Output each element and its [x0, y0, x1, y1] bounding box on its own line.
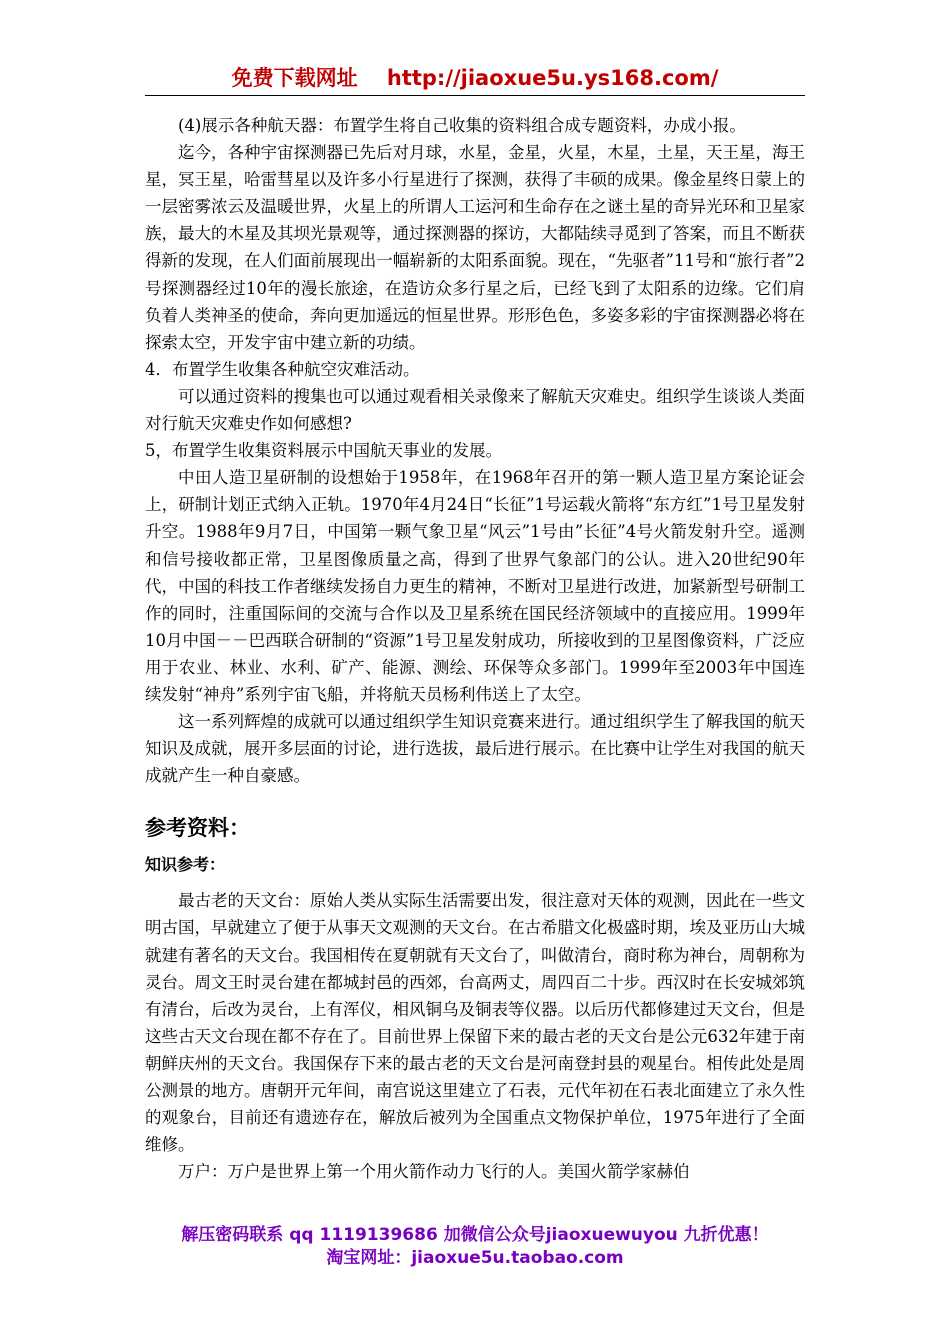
paragraph-space-probes: 迄今，各种宇宙探测器已先后对月球，水星，金星，火星，木星，土星，天王星，海王星，冥王星，哈雷彗星以及许多小行星进行了探测，获得了丰硕的成果。像金星终日蒙上的一层密雾浓云及温暖世界，火星上的所谓人工运河和生命存在之谜土星的奇异光环和卫星家族，最大的木星及其坝光景观等，通过探测器的探访，大都陆续寻觅到了答案，而且不断获得新的发现，在人们面前展现出一幅崭新的太阳系面貌。现在，“先驱者”11号和“旅行者”2号探测器经过10年的漫长旅途，在造访众多行星之后，已经飞到了太阳系的边缘。它们肩负着人类神圣的使命，奔向更加遥远的恒星世界。形形色色，多姿多彩的宇宙探测器必将在探索太空，开发宇宙中建立新的功绩。 [145, 143, 805, 352]
subheading-knowledge: 知识参考： [145, 855, 226, 875]
footer-contact: 解压密码联系 qq 1119139686 加微信公众号jiaoxuewuyou 九折优惠！ [181, 1225, 769, 1245]
paragraph-task-4: 4．布置学生收集各种航空灾难活动。 [145, 359, 420, 379]
paragraph-disaster-history: 可以通过资料的搜集也可以通过观看相关录像来了解航天灾难史。组织学生谈谈人类面对行航天灾难史作如何感想? [145, 386, 805, 434]
document-body [145, 112, 805, 1185]
paragraph-display-spacecraft: (4)展示各种航天器：布置学生将自己收集的资料组合成专题资料，办成小报。 [178, 116, 746, 135]
paragraph-oldest-observatory: 最古老的天文台：原始人类从实际生活需要出发，很注意对天体的观测，因此在一些文明古国，早就建立了便于从事天文观测的天文台。在古希腊文化极盛时期，埃及亚历山大城就建有著名的天文台。我国相传在夏朝就有天文台了，叫做清台，商时称为神台，周朝称为灵台。周文王时灵台建在都城封邑的西郊，台高两丈，周四百二十步。西汉时在长安城郊筑有清台，后改为灵台，上有浑仪，相风铜乌及铜表等仪器。以后历代都修建过天文台，但是这些古天文台现在都不存在了。目前世界上保留下来的最古老的天文台是公元632年建于南朝鲜庆州的天文台。我国保存下来的最古老的天文台是河南登封县的观星台。相传此处是周公测景的地方。唐朝开元年间，南宫说这里建立了石表，元代年初在石表北面建立了永久性的观象台，目前还有遗迹存在，解放后被列为全国重点文物保护单位，1975年进行了全面维修。 [145, 891, 805, 1155]
header-url: 免费下载网址 http://jiaoxue5u.ys168.com/ [231, 66, 719, 90]
section-heading-references: 参考资料： [145, 816, 250, 841]
paragraph-task-5: 5，布置学生收集资料展示中国航天事业的发展。 [145, 441, 502, 461]
paragraph-competition: 这一系列辉煌的成就可以通过组织学生知识竞赛来进行。通过组织学生了解我国的航天知识及成就，展开多层面的讨论，进行选拔，最后进行展示。在比赛中让学生对我国的航天成就产生一种自豪感。 [145, 712, 805, 786]
paragraph-china-satellites: 中田人造卫星研制的设想始于1958年，在1968年召开的第一颗人造卫星方案论证会上，研制计划正式纳入正轨。1970年4月24日“长征”1号运载火箭将“东方红”1号卫星发射升空。1988年9月7日，中国第一颗气象卫星“风云”1号由”长征”4号火箭发射升空。遥测和信号接收都正常，卫星图像质量之高，得到了世界气象部门的公认。进入20世纪90年代，中国的科技工作者继续发扬自力更生的精神，不断对卫星进行改进，加紧新型号研制工作的同时，注重国际间的交流与合作以及卫星系统在国民经济领域中的直接应用。1999年10月中国－－巴西联合研制的“资源”1号卫星发射成功，所接收到的卫星图像资料，广泛应用于农业、林业、水利、矿产、能源、测绘、环保等众多部门。1999年至2003年中国连续发射“神舟”系列宇宙飞船，并将航天员杨利伟送上了太空。 [145, 468, 805, 704]
footer-taobao-url: 淘宝网址：jiaoxue5u.taobao.com [326, 1248, 624, 1268]
paragraph-wan-hu: 万户：万户是世界上第一个用火箭作动力飞行的人。美国火箭学家赫伯 [178, 1162, 690, 1182]
header-divider [145, 95, 805, 96]
